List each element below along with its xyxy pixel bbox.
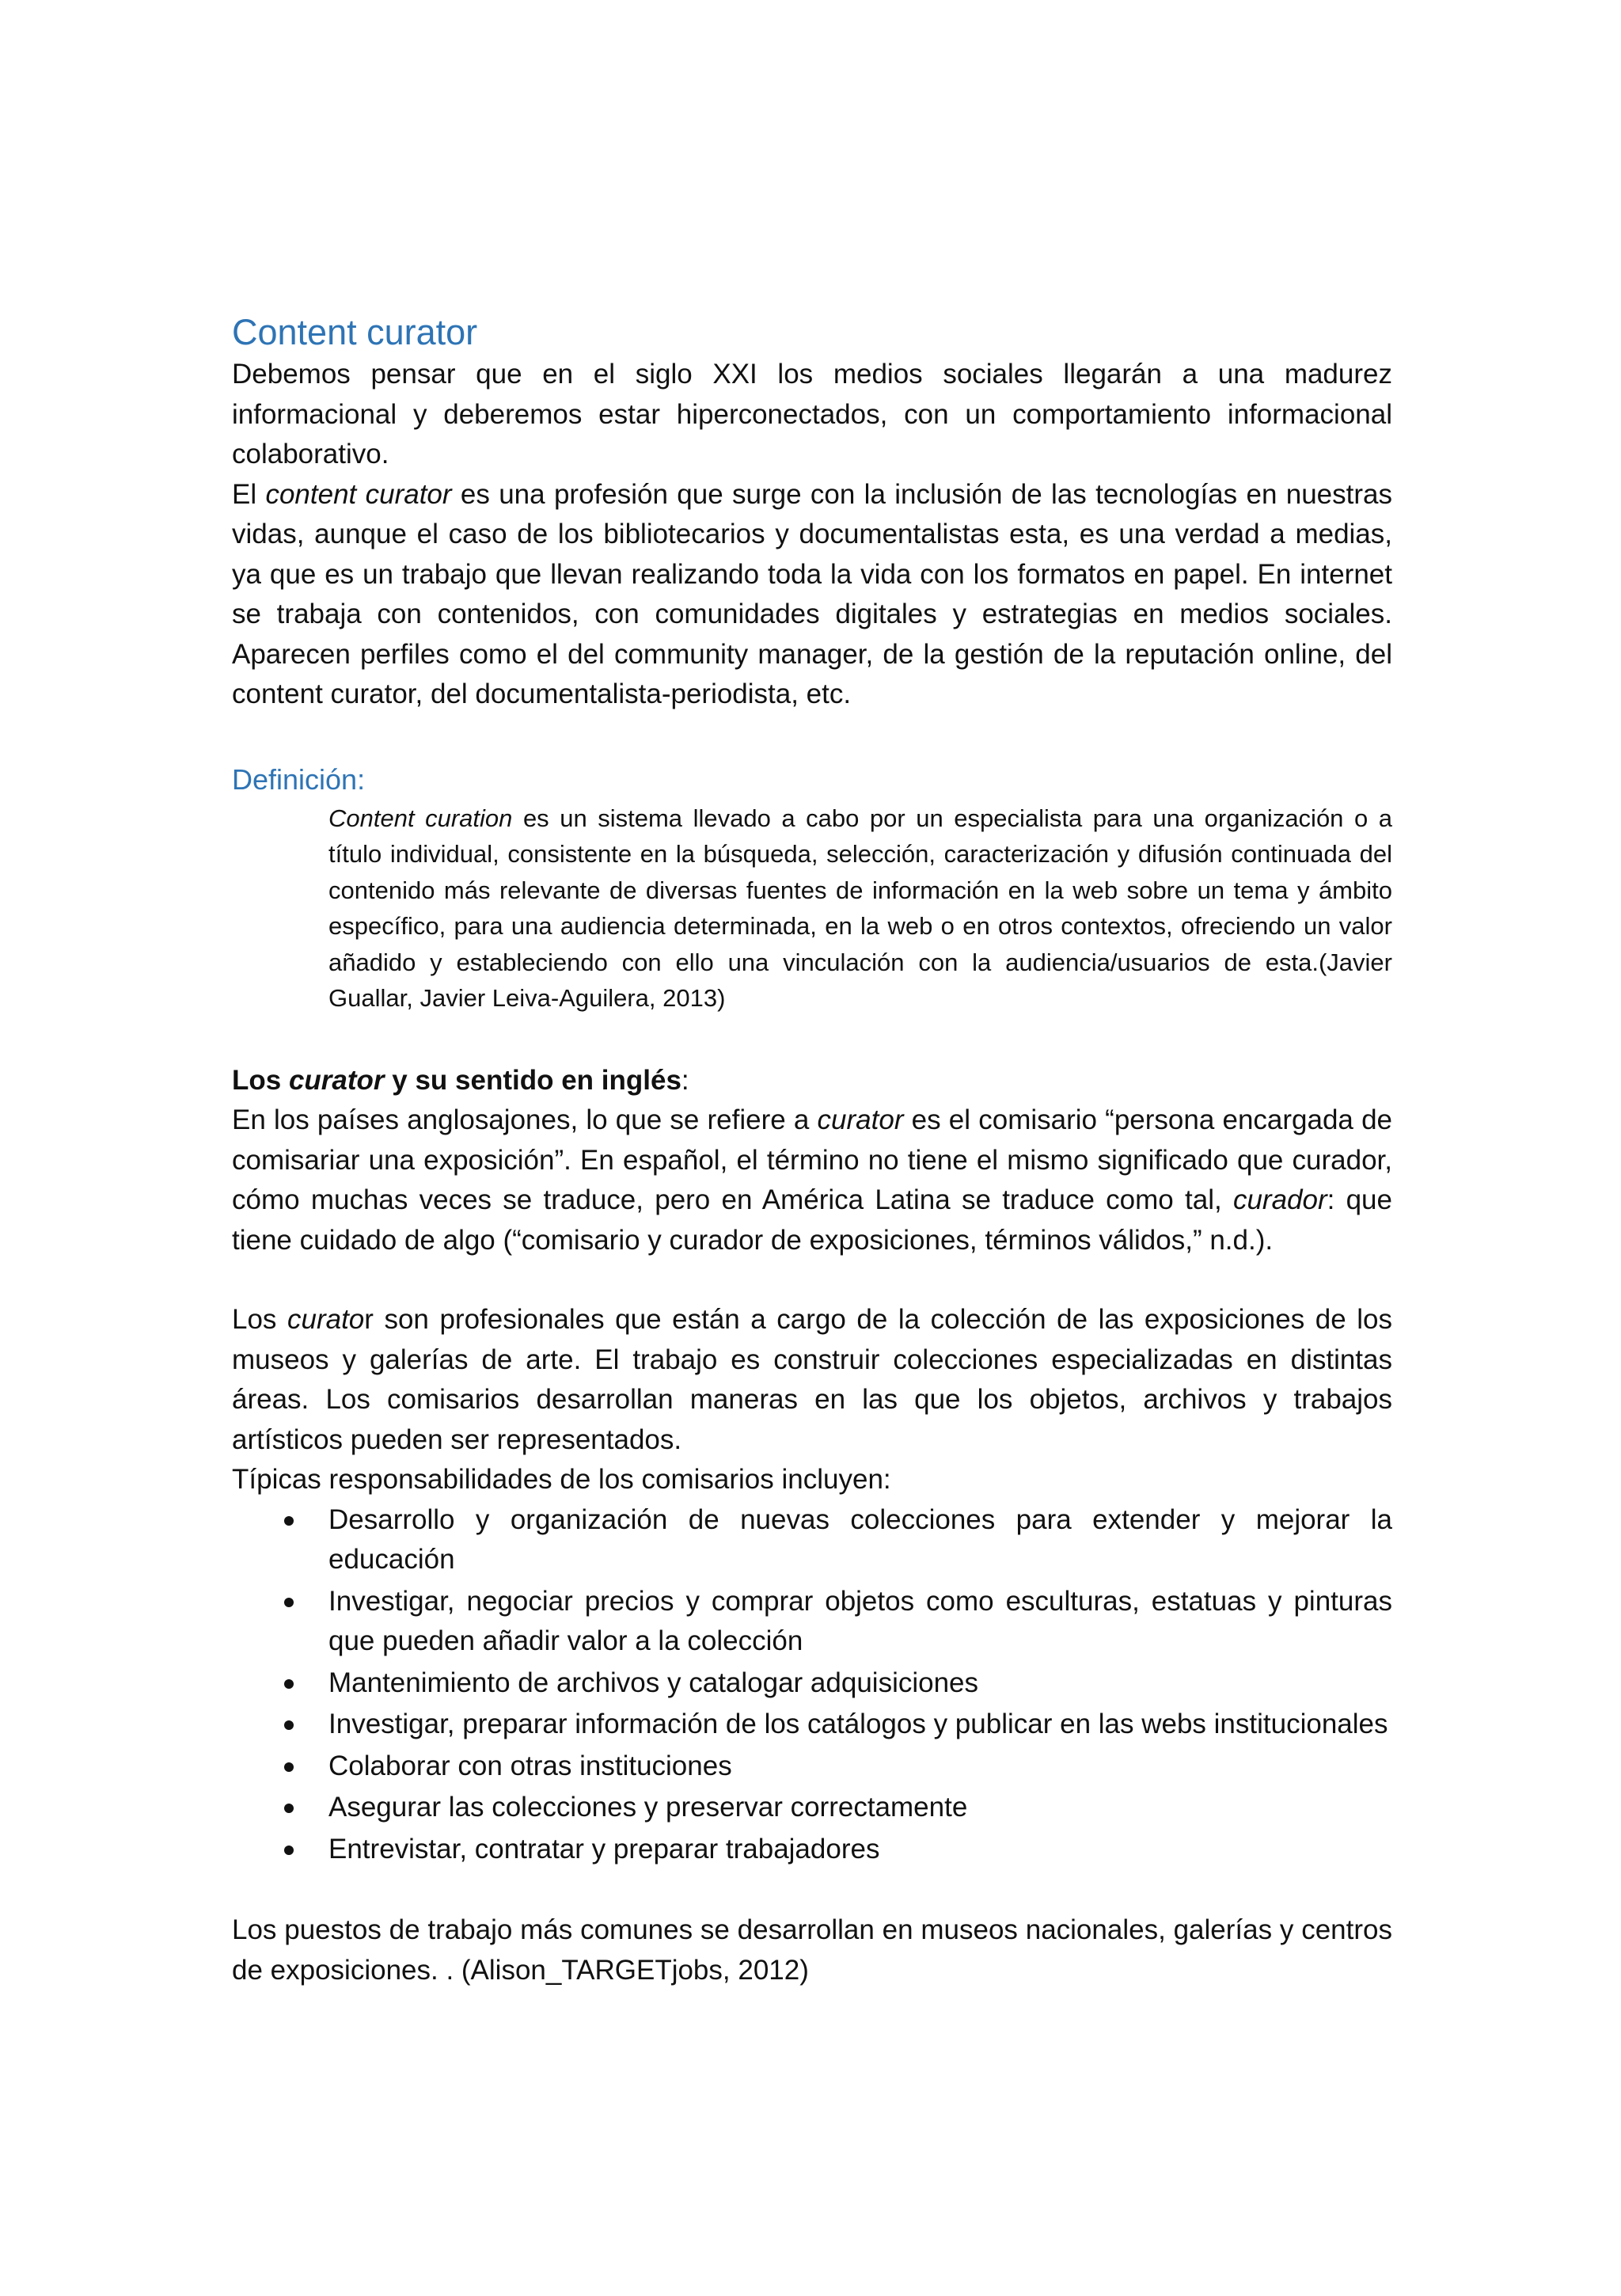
bullet-icon bbox=[284, 1679, 294, 1689]
list-item-text: Investigar, preparar información de los catálogos y publicar en las webs institucionales bbox=[328, 1709, 1388, 1739]
bullet-icon bbox=[284, 1804, 294, 1813]
definition-heading: Definición: bbox=[232, 762, 366, 796]
bullet-icon bbox=[284, 1846, 294, 1855]
curator-p1-a: En los países anglosajones, lo que se refiere a bbox=[232, 1104, 818, 1135]
curator-heading-em: curator bbox=[288, 1064, 385, 1096]
curator-paragraph-1 bbox=[232, 1100, 1392, 1260]
list-item bbox=[328, 1705, 1392, 1745]
list-item bbox=[328, 1582, 1392, 1662]
document-page bbox=[232, 310, 1392, 1990]
bullet-icon bbox=[284, 1762, 294, 1772]
list-item-text: Investigar, negociar precios y comprar objetos como esculturas, estatuas y pinturas que pueden añadir valor a la colección bbox=[328, 1585, 1392, 1656]
intro-p2-rest: es una profesión que surge con la inclusión de las tecnologías en nuestras vidas, aunque el caso de los bibliotecarios y documentalistas esta, es una verdad a medias, ya que es un trabajo que llevan realizando toda la vida con los formatos en papel. En internet se trabaja con contenidos, con comunidades digitales y estrategias en medios sociales. Aparecen perfiles como el del community manager, de la gestión de la reputación online, del content curator, del documentalista-periodista, etc. bbox=[232, 478, 1392, 709]
list-item bbox=[328, 1788, 1392, 1828]
list-item-text: Mantenimiento de archivos y catalogar adquisiciones bbox=[328, 1667, 979, 1698]
bullet-icon bbox=[284, 1720, 294, 1730]
list-item bbox=[328, 1830, 1392, 1870]
list-item-text: Asegurar las colecciones y preservar correctamente bbox=[328, 1792, 968, 1823]
curator-p2-em: curato bbox=[287, 1304, 365, 1335]
curator-p1-b: es el comisario “persona encargada de comisariar una exposición”. En español, el término no tiene el mismo significado que curador, cómo muchas veces se traduce, pero en América Latina se traduce como tal, bbox=[232, 1104, 1392, 1215]
page-title: Content curator bbox=[232, 312, 478, 352]
curator-heading-bold bbox=[232, 1065, 681, 1096]
intro-p2-lead: El bbox=[232, 478, 266, 510]
curator-section-heading bbox=[232, 1061, 1392, 1101]
curator-heading-post: y su sentido en inglés bbox=[384, 1064, 681, 1096]
spacer bbox=[232, 1871, 1392, 1910]
intro-p2-em: content curator bbox=[265, 478, 452, 510]
list-item bbox=[328, 1663, 1392, 1704]
list-item bbox=[328, 1747, 1392, 1787]
list-item-text: Colaborar con otras instituciones bbox=[328, 1750, 732, 1781]
curator-p2-a: Los bbox=[232, 1304, 287, 1335]
responsibilities-list bbox=[232, 1500, 1392, 1870]
list-item bbox=[328, 1500, 1392, 1580]
definition-text: es un sistema llevado a cabo por un especialista para una organización o a título individual, consistente en la búsqueda, selección, caracterización y difusión continuada del contenido más relevante de diversas fuentes de información en la web sobre un tema y ámbito específico, para una audiencia determinada, en la web o en otros contextos, ofreciendo un valor añadido y estableciendo con ello una vinculación con la audiencia/usuarios de esta.(Javier Guallar, Javier Leiva-Aguilera, 2013) bbox=[328, 804, 1392, 1012]
responsibilities-intro: Típicas responsabilidades de los comisarios incluyen: bbox=[232, 1464, 891, 1495]
curator-p1-em2: curador bbox=[1232, 1184, 1327, 1215]
curator-paragraph-2 bbox=[232, 1300, 1392, 1460]
curator-p1-em1: curator bbox=[817, 1104, 904, 1135]
definition-quote bbox=[328, 800, 1392, 1017]
bullet-icon bbox=[284, 1598, 294, 1607]
curator-p1-c: : que tiene cuidado de algo (“comisario y curador de exposiciones, términos válidos,” n.d.). bbox=[232, 1184, 1392, 1256]
intro-paragraph-2 bbox=[232, 475, 1392, 715]
intro-paragraph-1: Debemos pensar que en el siglo XXI los medios sociales llegarán a una madurez informacional y deberemos estar hiperconectados, con un comportamiento informacional colaborativo. bbox=[232, 359, 1392, 469]
curator-p2-b: r son profesionales que están a cargo de la colección de las exposiciones de los museos y galerías de arte. El trabajo es construir colecciones especializadas en distintas áreas. Los comisarios desarrollan maneras en las que los objetos, archivos y trabajos artísticos pueden ser representados. bbox=[232, 1304, 1393, 1455]
bullet-icon bbox=[284, 1516, 294, 1526]
curator-heading-colon: : bbox=[681, 1064, 689, 1096]
list-item-text: Entrevistar, contratar y preparar trabajadores bbox=[328, 1833, 880, 1865]
definition-em: Content curation bbox=[328, 804, 513, 832]
list-item-text: Desarrollo y organización de nuevas colecciones para extender y mejorar la educación bbox=[328, 1503, 1392, 1575]
closing-paragraph: Los puestos de trabajo más comunes se desarrollan en museos nacionales, galerías y centros de exposiciones. . (Alison_TARGETjobs, 2012) bbox=[232, 1914, 1392, 1986]
spacer bbox=[232, 1260, 1392, 1300]
curator-heading-pre: Los bbox=[232, 1064, 289, 1096]
